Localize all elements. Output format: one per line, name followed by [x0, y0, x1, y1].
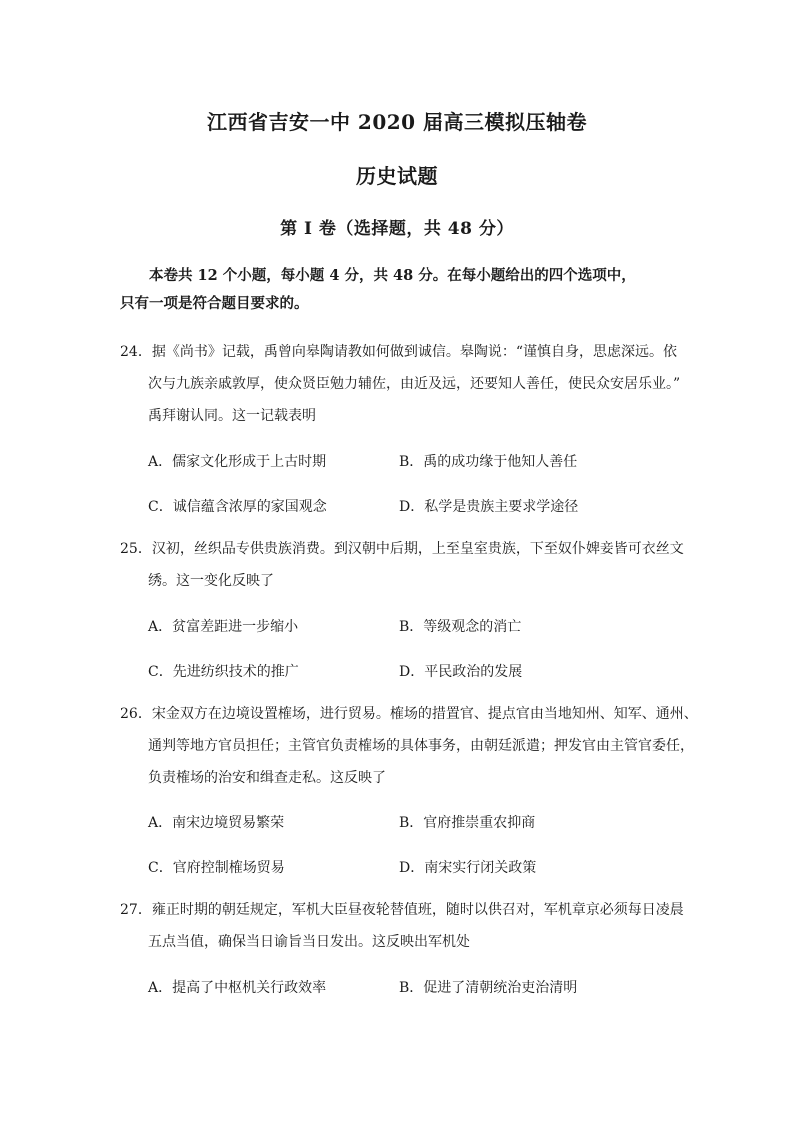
option-b: B．促进了清朝统治吏治清明 [399, 980, 578, 996]
stem-line: 绣。这一变化反映了 [148, 573, 274, 589]
exam-title: 江西省吉安一中 2020 届高三模拟压轴卷 [206, 110, 588, 134]
option-d: D．私学是贵族主要求学途径 [399, 499, 579, 515]
instructions-line-2: 只有一项是符合题目要求的。 [120, 295, 309, 312]
subject-title: 历史试题 [356, 164, 438, 188]
option-a: A．贫富差距进一步缩小 [148, 619, 299, 635]
option-c: C．官府控制榷场贸易 [148, 860, 285, 876]
stem-line: 次与九族亲戚敦厚，使众贤臣勉力辅佐，由近及远，还要知人善任，使民众安居乐业。” [148, 376, 681, 392]
section-title: 第 I 卷（选择题，共 48 分） [280, 219, 514, 239]
option-c: C．诚信蕴含浓厚的家国观念 [148, 499, 327, 515]
option-a: A．南宋边境贸易繁荣 [148, 815, 285, 831]
instructions-line-1: 本卷共 12 个小题，每小题 4 分，共 48 分。在每小题给出的四个选项中， [149, 267, 636, 284]
option-c: C．先进纺织技术的推广 [148, 664, 299, 680]
option-d: D．南宋实行闭关政策 [399, 860, 537, 876]
option-a: A．儒家文化形成于上古时期 [148, 454, 327, 470]
stem-line: 通判等地方官员担任；主管官负责榷场的具体事务，由朝廷派遣；押发官由主管官委任， [148, 738, 694, 754]
option-d: D．平民政治的发展 [399, 664, 523, 680]
question-24-stem [120, 336, 680, 432]
instructions [120, 262, 680, 318]
stem-line: 24．据《尚书》记载，禹曾向皋陶请教如何做到诚信。皋陶说：“谨慎自身，思虑深远。依 [120, 344, 677, 360]
stem-line: 负责榷场的治安和缉查走私。这反映了 [148, 770, 386, 786]
option-b: B．官府推崇重农抑商 [399, 815, 536, 831]
stem-line: 25．汉初，丝织品专供贵族消费。到汉朝中后期，上至皇室贵族，下至奴仆婢妾皆可衣丝文 [120, 541, 684, 557]
option-b: B．禹的成功缘于他知人善任 [399, 454, 578, 470]
stem-line: 27．雍正时期的朝廷规定，军机大臣昼夜轮替值班，随时以供召对，军机章京必须每日凌晨 [120, 902, 684, 918]
question-26-stem [120, 698, 698, 794]
question-25-stem [120, 533, 684, 597]
stem-line: 禹拜谢认同。这一记载表明 [148, 408, 316, 424]
option-b: B．等级观念的消亡 [399, 619, 522, 635]
stem-line: 26．宋金双方在边境设置榷场，进行贸易。榷场的措置官、提点官由当地知州、知军、通州、 [120, 706, 698, 722]
question-27-stem [120, 894, 684, 958]
stem-line: 五点当值，确保当日谕旨当日发出。这反映出军机处 [148, 934, 470, 950]
option-a: A．提高了中枢机关行政效率 [148, 980, 327, 996]
